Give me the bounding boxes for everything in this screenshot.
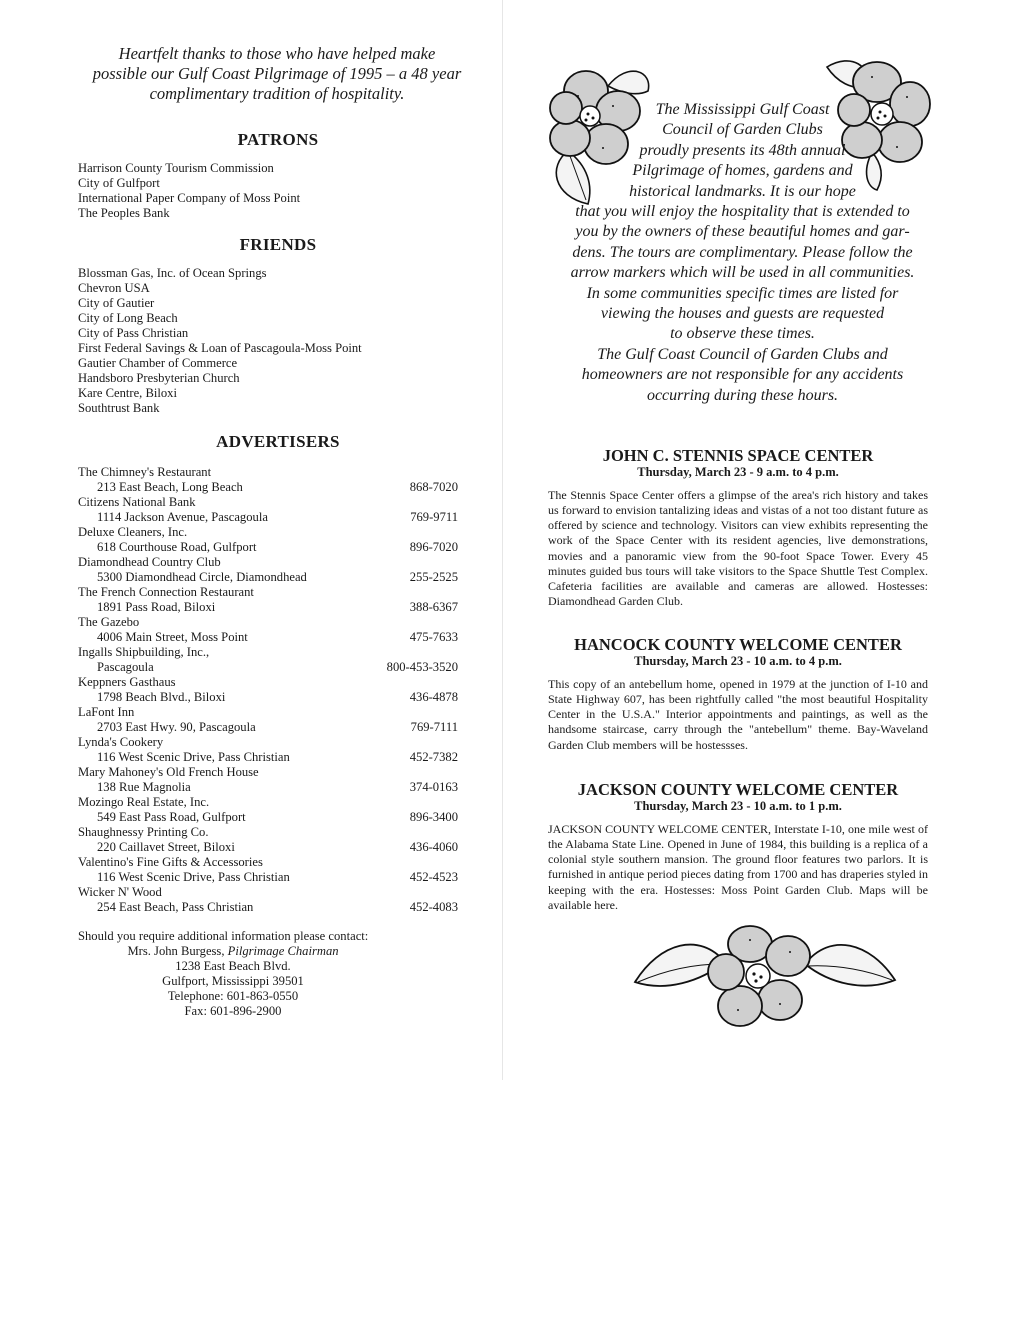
intro-line: that you will enjoy the hospitality that is extended to bbox=[575, 203, 910, 221]
advertiser-name: Lynda's Cookery bbox=[78, 735, 164, 749]
friend-item: Kare Centre, Biloxi bbox=[78, 386, 177, 400]
advertiser-name: Valentino's Fine Gifts & Accessories bbox=[78, 855, 263, 869]
advertiser-address: 4006 Main Street, Moss Point bbox=[97, 630, 248, 644]
friend-item: First Federal Savings & Loan of Pascagoula-Moss Point bbox=[78, 341, 362, 355]
flower-icon bbox=[630, 922, 900, 1042]
advertiser-address-row bbox=[78, 600, 478, 615]
patrons-list bbox=[78, 161, 478, 221]
intro-line: occurring during these hours. bbox=[646, 386, 839, 404]
friend-item: Southtrust Bank bbox=[78, 401, 160, 415]
advertiser-address: 254 East Beach, Pass Christian bbox=[97, 900, 254, 914]
patron-item: Harrison County Tourism Commission bbox=[78, 161, 274, 175]
advertiser-phone: 896-7020 bbox=[409, 540, 458, 554]
event-time: Thursday, March 23 - 9 a.m. to 4 p.m. bbox=[637, 465, 839, 480]
advertiser-name: The Chimney's Restaurant bbox=[78, 465, 212, 479]
advertiser-name: Wicker N' Wood bbox=[78, 885, 162, 899]
friends-list bbox=[78, 266, 478, 416]
advertiser-address: 220 Caillavet Street, Biloxi bbox=[97, 840, 235, 854]
advertiser-address: 5300 Diamondhead Circle, Diamondhead bbox=[97, 570, 307, 584]
event-description: JACKSON COUNTY WELCOME CENTER, Interstate I-10, one mile west of the Alabama State Line. Opened in June of 1984, this building is a replica of a colonial style southern mansion. The ground floor features two parlors. It is furnished in antique period pieces dating from 1700 and has draperies styled in keeping with the era. Hostesses: Moss Point Garden Club. Maps will be available here. bbox=[548, 822, 928, 912]
contact-fax: Fax: 601-896-2900 bbox=[184, 1004, 282, 1018]
intro-block bbox=[545, 54, 940, 406]
intro-line: viewing the houses and guests are requested bbox=[600, 305, 885, 323]
advertiser-address: 213 East Beach, Long Beach bbox=[97, 480, 243, 494]
advertiser-name-row bbox=[78, 735, 478, 750]
friend-item: Handsboro Presbyterian Church bbox=[78, 371, 240, 385]
advertiser-address-row bbox=[78, 510, 478, 525]
advertiser-address-row bbox=[78, 900, 478, 915]
event-title: HANCOCK COUNTY WELCOME CENTER bbox=[574, 635, 902, 654]
intro-line: dens. The tours are complimentary. Please follow the bbox=[572, 243, 913, 261]
advertiser-address-row bbox=[78, 720, 478, 735]
advertiser-name: Ingalls Shipbuilding, Inc., bbox=[78, 645, 210, 659]
advertiser-name: The French Connection Restaurant bbox=[78, 585, 254, 599]
intro-text bbox=[545, 100, 940, 406]
contact-role: Pilgrimage Chairman bbox=[227, 944, 339, 958]
advertiser-name: Deluxe Cleaners, Inc. bbox=[78, 525, 188, 539]
advertiser-name-row bbox=[78, 675, 478, 690]
thanks-message bbox=[82, 44, 472, 104]
event-time: Thursday, March 23 - 10 a.m. to 1 p.m. bbox=[634, 799, 842, 814]
event-time: Thursday, March 23 - 10 a.m. to 4 p.m. bbox=[634, 654, 842, 669]
advertiser-address: Pascagoula bbox=[97, 660, 154, 674]
contact-telephone: Telephone: 601-863-0550 bbox=[167, 989, 299, 1003]
friend-item: Gautier Chamber of Commerce bbox=[78, 356, 238, 370]
friend-item: Chevron USA bbox=[78, 281, 150, 295]
friend-item: City of Pass Christian bbox=[78, 326, 189, 340]
event-description: The Stennis Space Center offers a glimpse of the area's rich history and takes us forward to envision tantalizing ideas and vistas of a not too distant future as offered by science and technology. Visitors can view exhibits representing the work of the Space Center with its resident agencies, live demonstrations, movies and a panoramic view from the 90-foot Space Tower. Every 45 minutes guided bus tours will take visitors to the Space Shuttle Test Complex. Cafeteria facilities are available and cameras are allowed. Hostesses: Diamondhead Garden Club. bbox=[548, 488, 928, 608]
advertiser-phone: 475-7633 bbox=[409, 630, 458, 644]
advertiser-name-row bbox=[78, 795, 478, 810]
advertiser-name: Keppners Gasthaus bbox=[78, 675, 176, 689]
advertiser-name-row bbox=[78, 555, 478, 570]
advertiser-name: Mozingo Real Estate, Inc. bbox=[78, 795, 210, 809]
advertiser-phone: 769-9711 bbox=[410, 510, 458, 524]
advertiser-address: 138 Rue Magnolia bbox=[97, 780, 191, 794]
advertiser-address-row bbox=[78, 840, 478, 855]
advertiser-name-row bbox=[78, 585, 478, 600]
advertiser-address-row bbox=[78, 750, 478, 765]
advertiser-address-row bbox=[78, 870, 478, 885]
advertisers-heading: ADVERTISERS bbox=[216, 432, 340, 451]
advertiser-phone: 896-3400 bbox=[409, 810, 458, 824]
intro-line: historical landmarks. It is our hope bbox=[629, 182, 856, 200]
contact-intro: Should you require additional information please contact: bbox=[78, 929, 369, 943]
advertiser-name-row bbox=[78, 855, 478, 870]
page-fold bbox=[502, 0, 503, 1080]
advertiser-phone: 436-4060 bbox=[409, 840, 458, 854]
advertiser-name-row bbox=[78, 705, 478, 720]
advertiser-address-row bbox=[78, 660, 478, 675]
patron-item: The Peoples Bank bbox=[78, 206, 170, 220]
thanks-line: Heartfelt thanks to those who have helped make bbox=[118, 44, 436, 63]
friends-heading: FRIENDS bbox=[239, 235, 317, 254]
intro-line: you by the owners of these beautiful homes and gar- bbox=[575, 223, 910, 241]
advertiser-address: 549 East Pass Road, Gulfport bbox=[97, 810, 246, 824]
advertiser-name-row bbox=[78, 525, 478, 540]
friend-item: Blossman Gas, Inc. of Ocean Springs bbox=[78, 266, 267, 280]
advertiser-phone: 800-453-3520 bbox=[386, 660, 458, 674]
patron-item: International Paper Company of Moss Point bbox=[78, 191, 301, 205]
advertiser-name-row bbox=[78, 885, 478, 900]
advertiser-address-row bbox=[78, 540, 478, 555]
advertiser-phone: 452-4523 bbox=[409, 870, 458, 884]
thanks-line: complimentary tradition of hospitality. bbox=[149, 84, 405, 103]
advertiser-name: LaFont Inn bbox=[78, 705, 135, 719]
advertiser-name: Citizens National Bank bbox=[78, 495, 196, 509]
left-column bbox=[78, 44, 478, 1019]
event-description: This copy of an antebellum home, opened in 1979 at the junction of I-10 and State Highway 607, has been rightfully called "the most beautiful Hospitality Center in the U.S.A." Interior appointments and paintings, as well as the handsome staircase, carry through the "antebellum" theme. Bay-Waveland Garden Club members will be hostessses. bbox=[548, 677, 928, 752]
advertiser-name-row bbox=[78, 765, 478, 780]
advertiser-address: 2703 East Hwy. 90, Pascagoula bbox=[97, 720, 256, 734]
advertiser-address-row bbox=[78, 570, 478, 585]
advertiser-phone: 452-7382 bbox=[409, 750, 458, 764]
intro-line: The Gulf Coast Council of Garden Clubs and bbox=[597, 345, 888, 363]
advertiser-phone: 868-7020 bbox=[409, 480, 458, 494]
advertiser-name: Shaughnessy Printing Co. bbox=[78, 825, 209, 839]
advertiser-address: 116 West Scenic Drive, Pass Christian bbox=[97, 870, 290, 884]
advertiser-address-row bbox=[78, 690, 478, 705]
advertiser-name: Mary Mahoney's Old French House bbox=[78, 765, 259, 779]
advertiser-address-row bbox=[78, 780, 478, 795]
advertiser-name-row bbox=[78, 495, 478, 510]
advertiser-address: 1114 Jackson Avenue, Pascagoula bbox=[97, 510, 268, 524]
thanks-line: possible our Gulf Coast Pilgrimage of 1995 – a 48 year bbox=[92, 64, 462, 83]
contact-name-line bbox=[78, 944, 388, 959]
patrons-heading: PATRONS bbox=[237, 130, 319, 149]
contact-block bbox=[78, 929, 478, 1019]
advertiser-address-row bbox=[78, 630, 478, 645]
friend-item: City of Gautier bbox=[78, 296, 155, 310]
advertiser-name-row bbox=[78, 615, 478, 630]
advertisers-list bbox=[78, 465, 478, 915]
intro-line: The Mississippi Gulf Coast bbox=[655, 101, 830, 118]
intro-line: arrow markers which will be used in all communities. bbox=[570, 264, 915, 282]
advertiser-name: The Gazebo bbox=[78, 615, 140, 629]
event-jackson bbox=[548, 782, 928, 913]
event-title: JOHN C. STENNIS SPACE CENTER bbox=[602, 446, 874, 465]
advertiser-phone: 769-7111 bbox=[410, 720, 458, 734]
intro-line: In some communities specific times are listed for bbox=[586, 284, 899, 302]
advertiser-address: 116 West Scenic Drive, Pass Christian bbox=[97, 750, 290, 764]
event-stennis bbox=[548, 448, 928, 609]
advertiser-address: 1891 Pass Road, Biloxi bbox=[97, 600, 216, 614]
intro-line: proudly presents its 48th annual bbox=[639, 141, 846, 159]
contact-name: Mrs. John Burgess, bbox=[127, 944, 225, 958]
advertiser-address: 1798 Beach Blvd., Biloxi bbox=[97, 690, 226, 704]
advertiser-address-row bbox=[78, 810, 478, 825]
advertiser-name-row bbox=[78, 465, 478, 480]
advertiser-name-row bbox=[78, 825, 478, 840]
advertiser-phone: 374-0163 bbox=[409, 780, 458, 794]
advertiser-phone: 436-4878 bbox=[409, 690, 458, 704]
advertiser-address-row bbox=[78, 480, 478, 495]
event-hancock bbox=[548, 637, 928, 753]
advertiser-phone: 452-4083 bbox=[409, 900, 458, 914]
intro-line: Pilgrimage of homes, gardens and bbox=[632, 162, 853, 180]
advertiser-phone: 388-6367 bbox=[409, 600, 458, 614]
advertiser-name: Diamondhead Country Club bbox=[78, 555, 221, 569]
patron-item: City of Gulfport bbox=[78, 176, 160, 190]
advertiser-name-row bbox=[78, 645, 478, 660]
intro-line: to observe these times. bbox=[670, 325, 815, 343]
intro-line: Council of Garden Clubs bbox=[662, 121, 823, 139]
contact-address-2: Gulfport, Mississippi 39501 bbox=[162, 974, 304, 988]
intro-line: homeowners are not responsible for any accidents bbox=[581, 366, 904, 384]
event-title: JACKSON COUNTY WELCOME CENTER bbox=[577, 780, 899, 799]
friend-item: City of Long Beach bbox=[78, 311, 178, 325]
advertiser-phone: 255-2525 bbox=[409, 570, 458, 584]
advertiser-address: 618 Courthouse Road, Gulfport bbox=[97, 540, 257, 554]
contact-address-1: 1238 East Beach Blvd. bbox=[175, 959, 291, 973]
